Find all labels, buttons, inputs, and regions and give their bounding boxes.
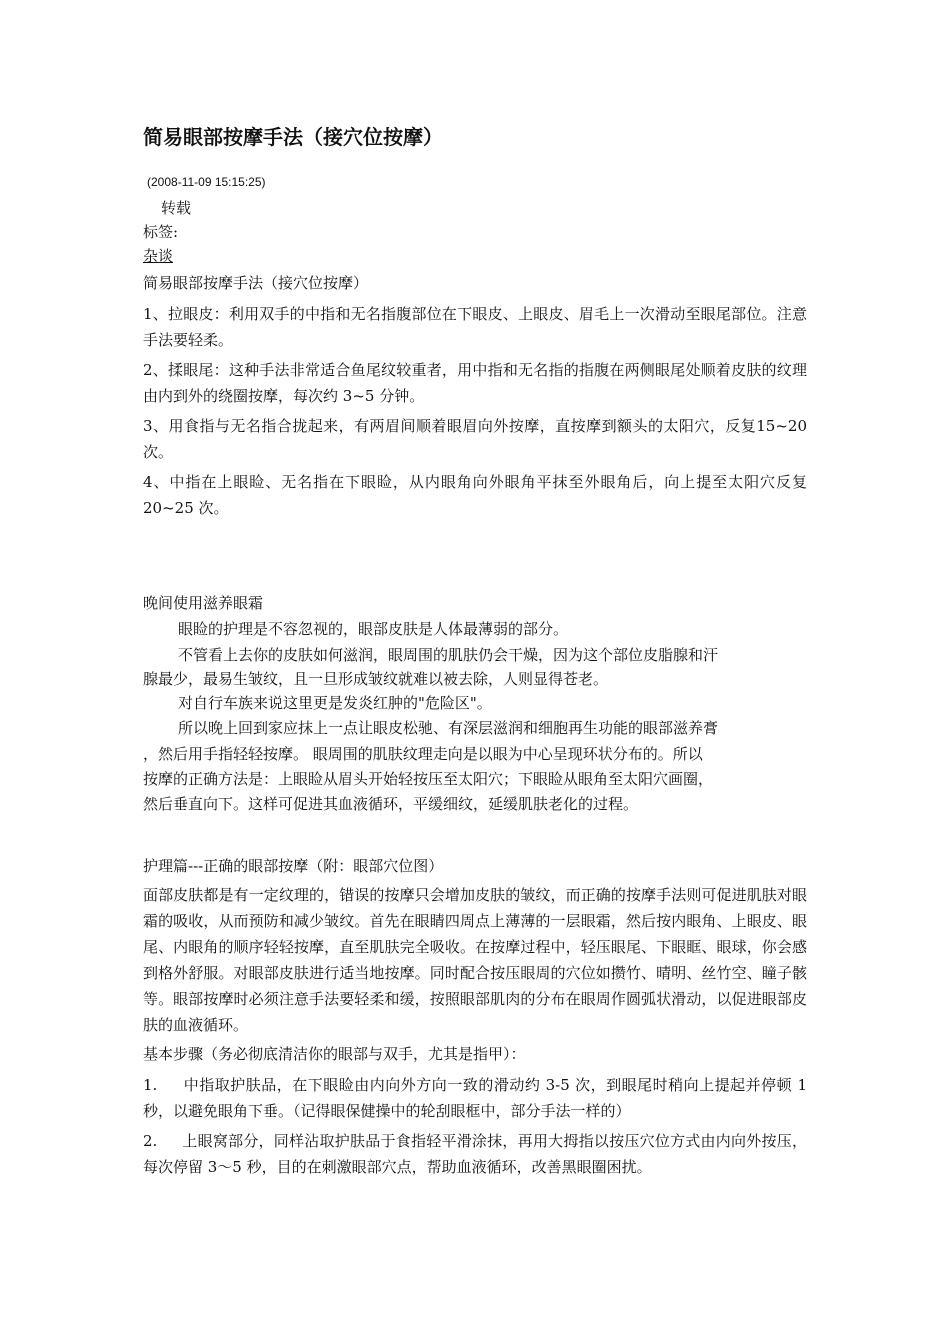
section2-line: ，然后用手指轻轻按摩。 眼周围的肌肤纹理走向是以眼为中心呈现环状分布的。所以	[143, 745, 703, 763]
article-title: 简易眼部按摩手法（接穴位按摩）	[143, 125, 443, 149]
section1-item: 4、中指在上眼睑、无名指在下眼睑，从内眼角向外眼角平抹至外眼角后，向上提至太阳穴反复 20~25 次。	[143, 473, 807, 517]
section1-item: 2、揉眼尾：这种手法非常适合鱼尾纹较重者，用中指和无名指的指腹在两侧眼尾处顺着皮肤的纹理由内到外的绕圈按摩，每次约 3~5 分钟。	[143, 361, 807, 405]
section1-heading: 简易眼部按摩手法（接穴位按摩）	[143, 274, 369, 292]
repost-label: 转载	[161, 199, 192, 217]
tags-label: 标签:	[143, 223, 179, 241]
section1-item: 1、拉眼皮：利用双手的中指和无名指腹部位在下眼皮、上眼皮、眉毛上一次滑动至眼尾部位。注意手法要轻柔。	[143, 305, 807, 349]
section2-heading: 晚间使用滋养眼霜	[143, 594, 264, 612]
section2-line: 按摩的正确方法是：上眼睑从眉头开始轻按压至太阳穴；下眼睑从眼角至太阳穴画圈，	[143, 770, 714, 788]
section2-line: 对自行车族来说这里更是发炎红肿的"危险区"。	[178, 694, 492, 712]
tag-link[interactable]: 杂谈	[143, 247, 174, 265]
section2-line: 腺最少，最易生皱纹，且一旦形成皱纹就难以被去除，人则显得苍老。	[143, 670, 609, 688]
section2-line: 不管看上去你的皮肤如何滋润，眼周围的肌肤仍会干燥，因为这个部位皮脂腺和汗	[178, 646, 719, 664]
step-item: 2. 上眼窝部分，同样沾取护肤品于食指轻平滑涂抹，再用大拇指以按压穴位方式由内向外按压，每次停留 3～5 秒，目的在刺激眼部穴点，帮助血液循环，改善黑眼圈困扰。	[143, 1132, 807, 1176]
steps-heading: 基本步骤（务必彻底清洁你的眼部与双手，尤其是指甲）：	[143, 1045, 526, 1063]
section1-item: 3、用食指与无名指合拢起来，有两眉间顺着眼眉向外按摩，直按摩到额头的太阳穴，反复15~20 次。	[143, 417, 807, 461]
section2-line: 所以晚上回到家应抹上一点让眼皮松驰、有深层滋润和细胞再生功能的眼部滋养膏	[178, 719, 719, 737]
section3-heading: 护理篇---正确的眼部按摩（附：眼部穴位图）	[143, 857, 444, 875]
section2-line: 眼睑的护理是不容忽视的，眼部皮肤是人体最薄弱的部分。	[178, 620, 569, 638]
section3-intro: 面部皮肤都是有一定纹理的，错误的按摩只会增加皮肤的皱纹，而正确的按摩手法则可促进肌肤对眼霜的吸收，从而预防和减少皱纹。首先在眼睛四周点上薄薄的一层眼霜，然后按内眼角、上眼皮、眼尾、内眼角的顺序轻轻按摩，直至肌肤完全吸收。在按摩过程中，轻压眼尾、下眼眶、眼球，你会感到格外舒服。对眼部皮肤进行适当地按摩。同时配合按压眼周的穴位如攒竹、晴明、丝竹空、瞳子骸等。眼部按摩时必须注意手法要轻柔和缓，按照眼部肌肉的分布在眼周作圆弧状滑动，以促进眼部皮肤的血液循环。	[143, 886, 807, 1034]
post-date: (2008-11-09 15:15:25)	[147, 175, 266, 189]
step-item: 1. 中指取护肤品，在下眼睑由内向外方向一致的滑动约 3-5 次，到眼尾时稍向上提起并停顿 1 秒，以避免眼角下垂。（记得眼保健操中的轮刮眼框中，部分手法一样的）	[143, 1076, 812, 1120]
section2-line: 然后垂直向下。这样可促进其血液循环，平缓细纹，延缓肌肤老化的过程。	[143, 795, 639, 813]
